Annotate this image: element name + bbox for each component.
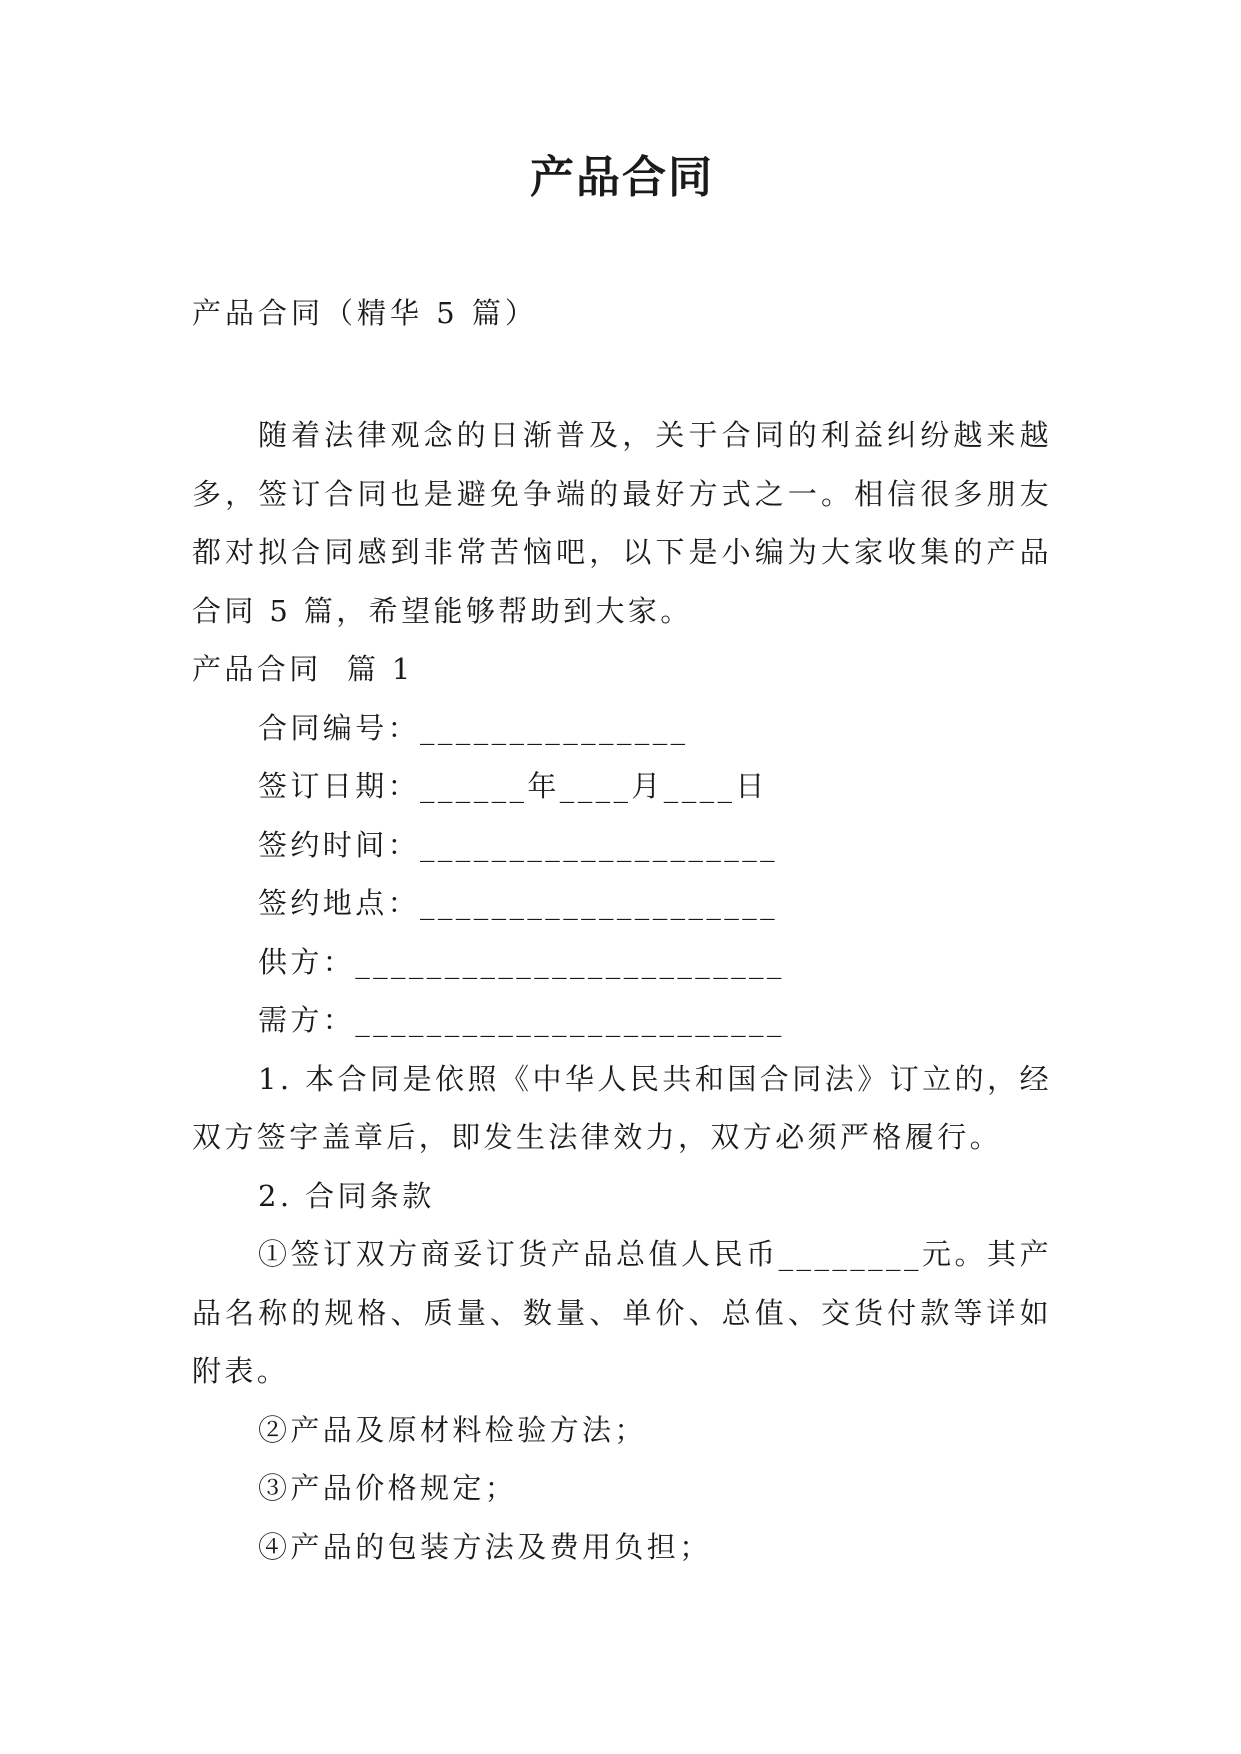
clause-item-1: ①签订双方商妥订货产品总值人民币________元。其产品名称的规格、质量、数量、单价、总值、交货付款等详如附表。: [192, 1237, 1052, 1388]
section-heading: 产品合同 篇 1: [192, 652, 414, 686]
intro-paragraph: 随着法律观念的日渐普及，关于合同的利益纠纷越来越多，签订合同也是避免争端的最好方式之一。相信很多朋友都对拟合同感到非常苦恼吧，以下是小编为大家收集的产品合同 5 篇，希望能够帮助到大家。: [192, 418, 1052, 628]
clause-item-4: ④产品的包装方法及费用负担；: [258, 1529, 712, 1564]
sign-time-field: 签约时间：____________________: [258, 827, 779, 862]
document-body: [192, 406, 1052, 1576]
document-title: 产品合同: [530, 152, 714, 203]
supplier-field: 供方：________________________: [258, 944, 785, 979]
sign-place-field: 签约地点：____________________: [258, 886, 779, 920]
clause-item-2: ②产品及原材料检验方法；: [258, 1412, 647, 1447]
sign-date-field: 签订日期：______年____月____日: [258, 769, 768, 803]
contract-number-field: 合同编号：_______________: [258, 710, 689, 745]
clause-item-3: ③产品价格规定；: [258, 1471, 518, 1505]
clause-2-heading: 2. 合同条款: [258, 1178, 435, 1213]
buyer-field: 需方：________________________: [258, 1003, 785, 1037]
clause-1: 1. 本合同是依照《中华人民共和国合同法》订立的，经双方签字盖章后，即发生法律效力，双方必须严格履行。: [192, 1061, 1052, 1154]
document-subtitle: 产品合同（精华 5 篇）: [192, 296, 538, 330]
